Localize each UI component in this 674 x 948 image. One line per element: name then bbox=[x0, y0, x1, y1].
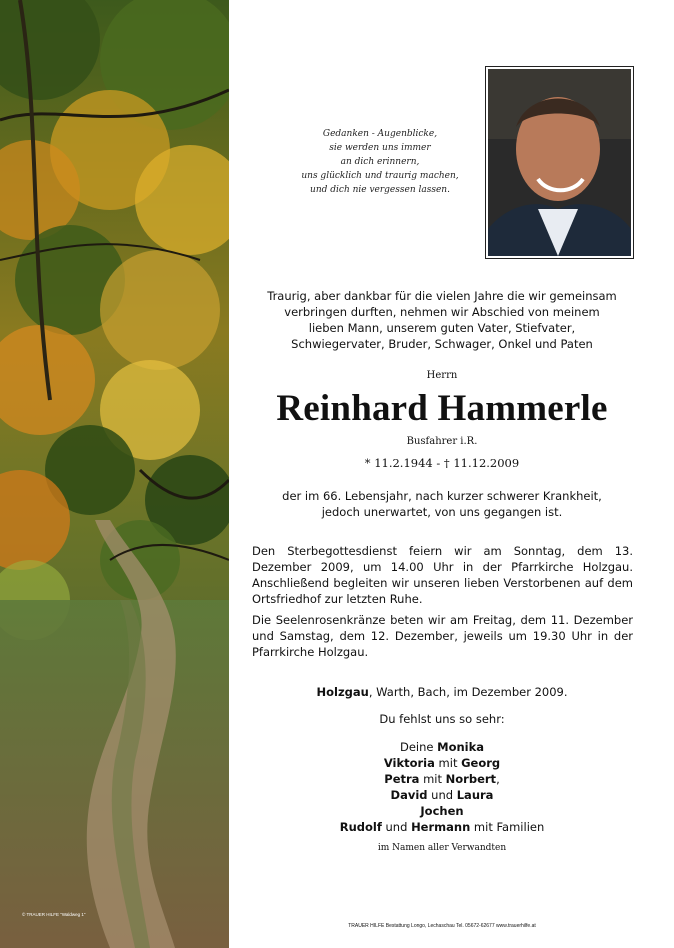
place-date-line bbox=[252, 685, 632, 699]
intro-line: Schwiegervater, Bruder, Schwager, Onkel und Paten bbox=[291, 337, 593, 351]
family-line: Jochen bbox=[420, 804, 464, 818]
salutation: Herrn bbox=[426, 370, 458, 381]
intro-line: verbringen durften, nehmen wir Abschied von meinem bbox=[284, 305, 600, 319]
place-name: Holzgau bbox=[316, 685, 369, 699]
poem-line: an dich erinnern, bbox=[340, 157, 420, 167]
rosary-paragraph: Die Seelenrosenkränze beten wir am Freitag, dem 11. Dezember und Samstag, dem 12. Dezember, jeweils um 19.30 Uhr in der Pfarrkirche Holzgau. bbox=[252, 613, 633, 659]
poem-line: Gedanken - Augenblicke, bbox=[322, 129, 438, 139]
missing-line: Du fehlst uns so sehr: bbox=[379, 712, 505, 726]
poem-line: und dich nie vergessen lassen. bbox=[310, 185, 450, 195]
family-line: Rudolf und Hermann mit Familien bbox=[339, 820, 545, 834]
funeral-paragraph: Den Sterbegottesdienst feiern wir am Sonntag, dem 13. Dezember 2009, um 14.00 Uhr in der Pfarrkirche Holzgau. Anschließend begleiten wir unseren lieben Verstorbenen auf dem Ortsfriedhof zur letzten Ruhe. bbox=[252, 544, 633, 606]
image-credit: © TRAUER HILFE "Waldweg 1" bbox=[22, 912, 86, 917]
family-line: Deine Monika bbox=[399, 740, 485, 754]
family-line: David und Laura bbox=[390, 788, 494, 802]
death-notice bbox=[252, 488, 632, 520]
poem-line: sie werden uns immer bbox=[329, 143, 431, 153]
death-line: der im 66. Lebensjahr, nach kurzer schwerer Krankheit, bbox=[282, 489, 602, 503]
relatives-line: im Namen aller Verwandten bbox=[377, 843, 507, 853]
death-line: jedoch unerwartet, von uns gegangen ist. bbox=[321, 505, 563, 519]
deceased-name: Reinhard Hammerle bbox=[276, 388, 608, 429]
footer-imprint: TRAUER HILFE Bestattung Longo, Lechaschau Tel. 05672-62677 www.trauerhilfe.at bbox=[348, 923, 536, 929]
intro-text bbox=[252, 288, 632, 352]
forest-path-image bbox=[0, 0, 229, 948]
family-list bbox=[252, 739, 632, 835]
family-line: Viktoria mit Georg bbox=[383, 756, 501, 770]
poem bbox=[290, 127, 470, 197]
life-dates: * 11.2.1944 - † 11.12.2009 bbox=[364, 456, 520, 470]
poem-line: uns glücklich und traurig machen, bbox=[301, 171, 459, 181]
place-rest: , Warth, Bach, im Dezember 2009. bbox=[368, 685, 568, 699]
intro-line: lieben Mann, unserem guten Vater, Stiefvater, bbox=[308, 321, 576, 335]
occupation: Busfahrer i.R. bbox=[406, 436, 478, 447]
family-line: Petra mit Norbert, bbox=[384, 772, 500, 786]
portrait-photo bbox=[485, 66, 634, 259]
intro-line: Traurig, aber dankbar für die vielen Jahre die wir gemeinsam bbox=[267, 289, 617, 303]
